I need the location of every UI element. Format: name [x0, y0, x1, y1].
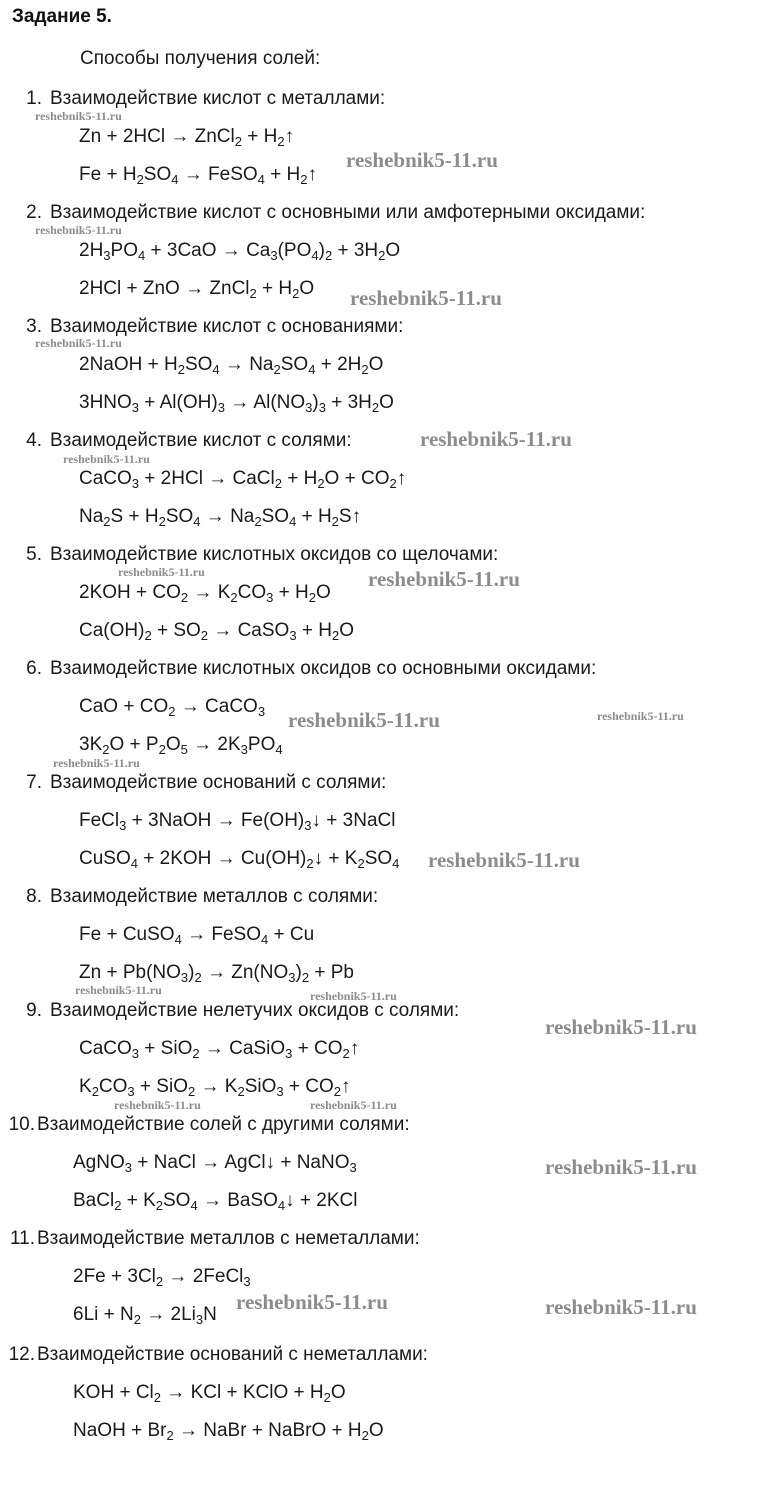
section-heading [4, 1114, 410, 1136]
reaction-equation: BaCl$_2$ + $K_2SO_4$ → BaSO$_4$↓ + 2KCl [73, 1190, 358, 1213]
section-heading-text: Взаимодействие солей с другими солями: [37, 1114, 410, 1135]
watermark-text: reshebnik5-11.ru [114, 1098, 201, 1112]
section-heading [4, 88, 385, 110]
watermark-text: reshebnik5-11.ru [53, 756, 140, 770]
reaction-equation: KOH + $Cl_2$ → KCl + KClO + $H_2O$ [73, 1382, 346, 1405]
watermark-text: reshebnik5-11.ru [350, 286, 502, 310]
reaction-equation: Fe + CuSO$_4$ → FeSO$_4$ + Cu [79, 924, 315, 947]
section-number: 7. [26, 772, 42, 793]
reaction-equation: 2HCl + ZnO → ZnCl$_2$ + $H_2O$ [79, 278, 315, 301]
reaction-equation: AgNO$_3$ + NaCl → AgCl↓ + NaNO$_3$ [73, 1152, 357, 1175]
reaction-equation: $2H_3PO_4 + 3CaO \to Ca_3(PO_4)_2 + 3H_2O$ [79, 240, 401, 263]
section-number: 11. [9, 1228, 35, 1249]
section-heading-text: Взаимодействие кислотных оксидов со щелочами: [50, 544, 499, 565]
section-heading [4, 658, 596, 680]
section-number: 8. [26, 886, 42, 907]
watermark-text: reshebnik5-11.ru [428, 848, 580, 872]
reaction-equation: NaOH + $Br_2$ → NaBr + NaBrO + $H_2O$ [73, 1420, 384, 1443]
section-heading [4, 886, 378, 908]
reaction-equation: $6Li + N_2 \to 2Li_3N$ [73, 1304, 217, 1327]
reaction-equation: $Na_2S + H_2SO_4 \to Na_2SO_4$ + $H_2S↑$ [79, 506, 362, 529]
section-heading [4, 772, 386, 794]
section-number: 3. [26, 316, 42, 337]
reaction-equation: CaCO$_3$ + SiO$_2$ → CaSiO$_3$ + $CO_2↑$ [79, 1038, 360, 1061]
section-number: 9. [26, 1000, 42, 1021]
watermark-text: reshebnik5-11.ru [545, 1295, 697, 1319]
watermark-text: reshebnik5-11.ru [236, 1290, 388, 1314]
task-title: Задание 5. [12, 6, 112, 27]
intro-text: Способы получения солей: [80, 48, 321, 69]
section-number: 6. [26, 658, 42, 679]
section-heading-text: Взаимодействие кислот с солями: [50, 430, 352, 451]
section-heading [4, 430, 352, 452]
watermark-text: reshebnik5-11.ru [597, 709, 684, 723]
section-number: 2. [26, 202, 42, 223]
section-heading-text: Взаимодействие кислот с основными или амфотерными оксидами: [50, 202, 646, 223]
reaction-equation: CaCO$_3$ + 2HCl → CaCl$_2$ + $H_2O$ + $CO_2↑$ [79, 468, 407, 491]
watermark-text: reshebnik5-11.ru [118, 565, 205, 579]
section-number: 5. [26, 544, 42, 565]
section-heading-text: Взаимодействие оснований с солями: [50, 772, 387, 793]
reaction-equation: $Fe + H_2SO_4$ → FeSO$_4$ + $H_2↑$ [79, 164, 318, 187]
section-heading [4, 1344, 428, 1366]
watermark-text: reshebnik5-11.ru [63, 452, 150, 466]
section-heading [4, 202, 645, 224]
watermark-text: reshebnik5-11.ru [368, 567, 520, 591]
section-heading-text: Взаимодействие металлов с солями: [50, 886, 379, 907]
section-heading-text: Взаимодействие нелетучих оксидов с солями: [50, 1000, 460, 1021]
section-heading [4, 316, 403, 338]
watermark-text: reshebnik5-11.ru [545, 1155, 697, 1179]
section-heading-text: Взаимодействие кислот с металлами: [50, 88, 386, 109]
watermark-text: reshebnik5-11.ru [545, 1015, 697, 1039]
reaction-equation: $2KOH + CO_2 \to K_2CO_3 + H_2O$ [79, 582, 331, 605]
section-number: 12. [8, 1344, 35, 1365]
section-heading-text: Взаимодействие оснований с неметаллами: [37, 1344, 428, 1365]
watermark-text: reshebnik5-11.ru [420, 427, 572, 451]
watermark-text: reshebnik5-11.ru [346, 148, 498, 172]
section-heading [4, 544, 498, 566]
reaction-equation: $K_2CO_3 + SiO_2 \to K_2SiO_3$ + $CO_2↑$ [79, 1076, 351, 1099]
section-heading [4, 1228, 420, 1250]
watermark-text: reshebnik5-11.ru [35, 336, 122, 350]
watermark-text: reshebnik5-11.ru [75, 983, 162, 997]
watermark-text: reshebnik5-11.ru [35, 109, 122, 123]
reaction-equation: Zn + 2HCl → ZnCl$_2$ + $H_2↑$ [79, 126, 295, 149]
watermark-text: reshebnik5-11.ru [310, 1098, 397, 1112]
section-number: 4. [26, 430, 42, 451]
watermark-text: reshebnik5-11.ru [35, 223, 122, 237]
reaction-equation: CuSO$_4$ + $2KOH \to Cu(OH)_2↓ + K_2SO_4$ [79, 848, 400, 871]
reaction-equation: FeCl$_3$ + 3NaOH → $Fe(OH)_3↓$ + 3NaCl [79, 810, 396, 833]
section-heading-text: Взаимодействие кислот с основаниями: [50, 316, 404, 337]
section-number: 1. [26, 88, 42, 109]
section-number: 10. [8, 1114, 35, 1135]
watermark-text: reshebnik5-11.ru [310, 989, 397, 1003]
section-heading-text: Взаимодействие кислотных оксидов со основными оксидами: [50, 658, 597, 679]
section-heading-text: Взаимодействие металлов с неметаллами: [37, 1228, 420, 1249]
reaction-equation: $Zn + Pb(NO_3)_2 \to Zn(NO_3)_2 + Pb$ [79, 962, 354, 985]
reaction-equation: $3K_2O + P_2O_5 \to 2K_3PO_4$ [79, 734, 283, 757]
reaction-equation: $2Fe + 3Cl_2$ → 2FeCl$_3$ [73, 1266, 251, 1289]
reaction-equation: 2NaOH + $H_2SO_4 \to Na_2SO_4 + 2H_2O$ [79, 354, 384, 377]
reaction-equation: $3HNO_3 + Al(OH)_3 \to Al(NO_3)_3 + 3H_2O$ [79, 392, 394, 415]
reaction-equation: CaO + $CO_2$ → CaCO$_3$ [79, 696, 266, 719]
watermark-text: reshebnik5-11.ru [288, 708, 440, 732]
reaction-equation: $Ca(OH)_2 + SO_2$ → CaSO$_3$ + $H_2O$ [79, 620, 354, 643]
